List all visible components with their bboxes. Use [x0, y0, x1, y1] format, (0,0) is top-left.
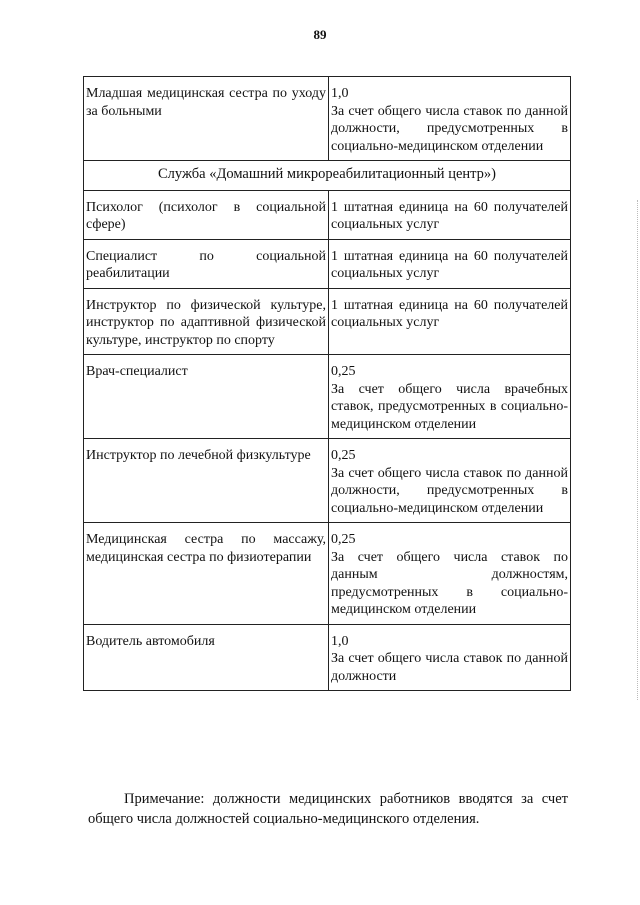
section-row	[84, 161, 571, 191]
norm-cell: 1 штатная единица на 60 получателей социальных услуг	[329, 288, 571, 355]
norm-cell	[329, 523, 571, 625]
staffing-table	[83, 76, 571, 691]
norm-cell	[329, 77, 571, 161]
position-cell: Младшая медицинская сестра по уходу за больными	[84, 77, 329, 161]
norm-value: 0,25	[331, 532, 356, 547]
table-row	[84, 288, 571, 355]
norm-cell	[329, 355, 571, 439]
table-row	[84, 439, 571, 523]
norm-value: 0,25	[331, 448, 356, 463]
norm-cell: 1 штатная единица на 60 получателей социальных услуг	[329, 239, 571, 288]
norm-text: За счет общего числа ставок по данной должности	[331, 651, 568, 684]
norm-text: За счет общего числа ставок по данным должностям, предусмотренных в социально-медицинском отделении	[331, 549, 568, 617]
position-cell: Медицинская сестра по массажу, медицинская сестра по физиотерапии	[84, 523, 329, 625]
norm-cell	[329, 439, 571, 523]
norm-text: За счет общего числа ставок по данной должности, предусмотренных в социально-медицинском отделении	[331, 465, 568, 516]
page-number: 89	[313, 27, 327, 42]
scan-edge	[635, 200, 638, 700]
norm-value: 1,0	[331, 633, 349, 649]
norm-text: За счет общего числа ставок по данной должности, предусмотренных в социально-медицинском отделении	[331, 103, 568, 154]
position-cell: Водитель автомобиля	[84, 624, 329, 691]
section-title: Служба «Домашний микрореабилитационный центр»)	[84, 161, 571, 191]
table-row	[84, 239, 571, 288]
table-row	[84, 523, 571, 625]
position-cell: Инструктор по физической культуре, инструктор по адаптивной физической культуре, инструктор по спорту	[84, 288, 329, 355]
table-row	[84, 77, 571, 161]
norm-cell: 1 штатная единица на 60 получателей социальных услуг	[329, 190, 571, 239]
position-cell: Специалист по социальной реабилитации	[84, 239, 329, 288]
table-row	[84, 190, 571, 239]
table-row	[84, 355, 571, 439]
position-cell: Врач-специалист	[84, 355, 329, 439]
norm-text: За счет общего числа врачебных ставок, предусмотренных в социально-медицинском отделении	[331, 381, 568, 432]
norm-value: 0,25	[331, 364, 356, 379]
position-cell: Инструктор по лечебной физкультуре	[84, 439, 329, 523]
table-row	[84, 624, 571, 691]
footnote: Примечание: должности медицинских работников вводятся за счет общего числа должностей социально-медицинского отделения.	[88, 791, 568, 827]
norm-value: 1,0	[331, 86, 349, 101]
norm-cell	[329, 624, 571, 691]
position-cell: Психолог (психолог в социальной сфере)	[84, 190, 329, 239]
